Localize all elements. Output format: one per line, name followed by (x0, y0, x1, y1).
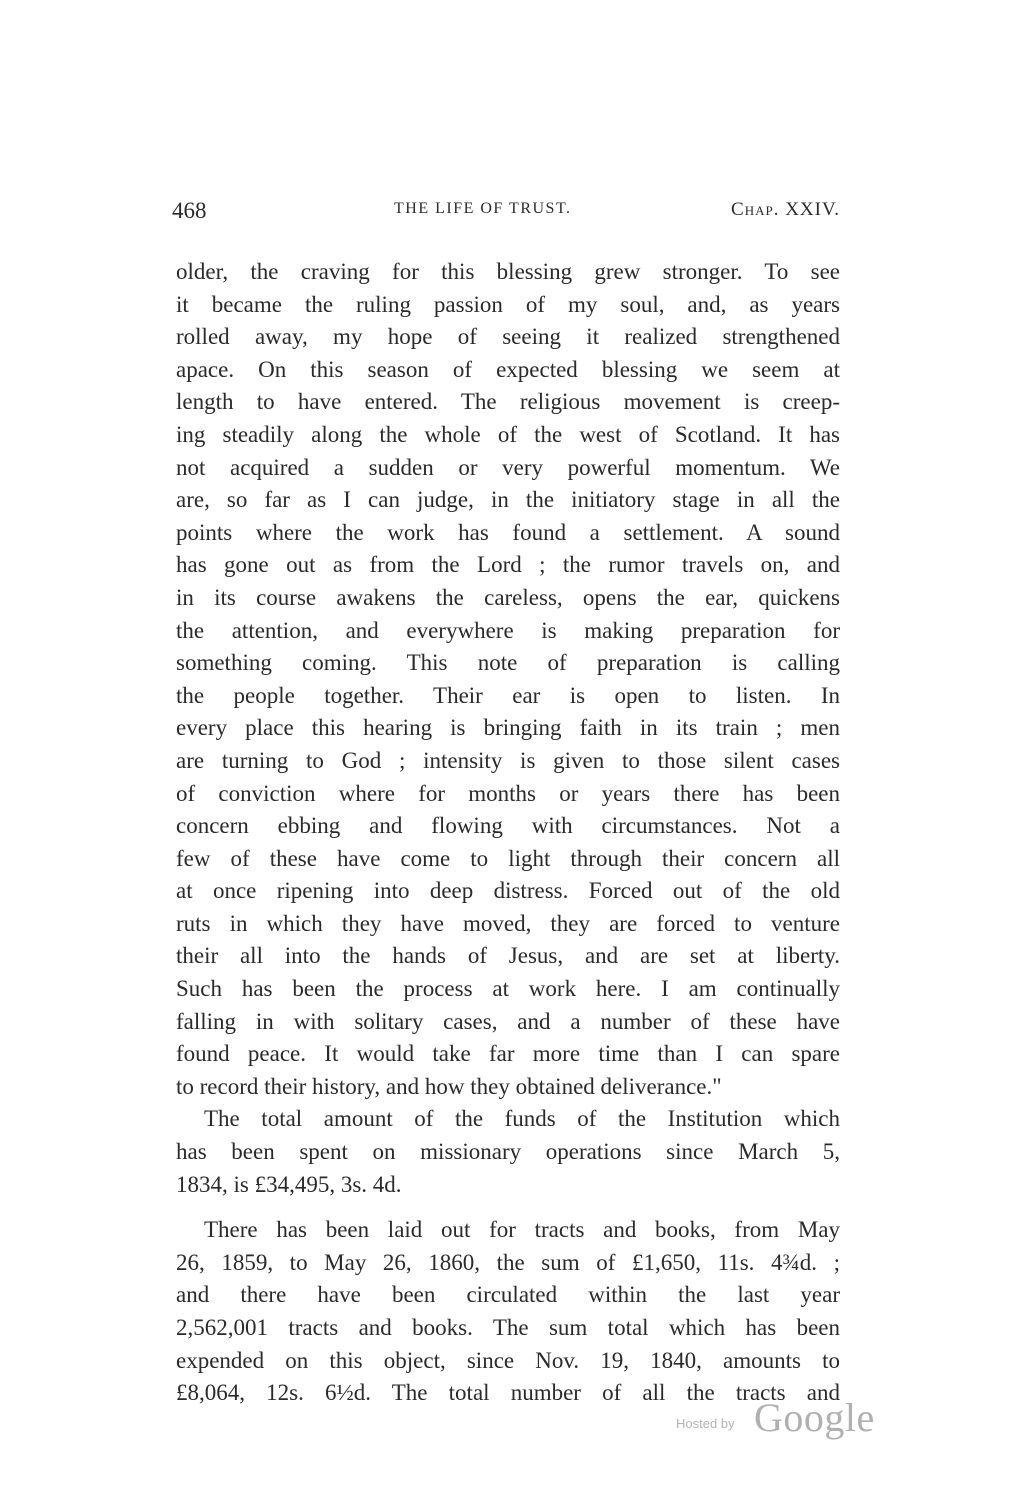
text-line: to record their history, and how they obtained deliverance." (176, 1073, 722, 1099)
text-line: not acquired a sudden or very powerful momentum. We (176, 454, 840, 480)
text-line: points where the work has found a settlement. A sound (176, 519, 840, 545)
text-line: every place this hearing is bringing faith in its train ; men (176, 715, 840, 741)
text-line: at once ripening into deep distress. Forced out of the old (176, 878, 840, 904)
text-line: apace. On this season of expected blessing we seem at (176, 356, 840, 382)
text-line: the attention, and everywhere is making preparation for (176, 617, 840, 643)
text-line: expended on this object, since Nov. 19, 1840, amounts to (176, 1347, 840, 1373)
google-logo: Google (754, 1395, 875, 1440)
text-line: has been spent on missionary operations since March 5, (176, 1139, 840, 1165)
text-line: it became the ruling passion of my soul, and, as years (176, 291, 840, 317)
paragraph-quote-continuation (176, 256, 840, 1103)
text-line: has gone out as from the Lord ; the rumor travels on, and (176, 552, 840, 578)
text-line: There has been laid out for tracts and books, from May (204, 1217, 840, 1243)
text-line: £8,064, 12s. 6½d. The total number of all the tracts and (176, 1380, 840, 1406)
text-line: length to have entered. The religious movement is creep- (176, 389, 840, 415)
text-line: in its course awakens the careless, opens the ear, quickens (176, 584, 840, 610)
text-line: of conviction where for months or years there has been (176, 780, 840, 806)
text-line: The total amount of the funds of the Institution which (204, 1106, 840, 1132)
text-line: the people together. Their ear is open to listen. In (176, 682, 840, 708)
text-line: 1834, is £34,495, 3s. 4d. (176, 1171, 402, 1197)
paragraph-tracts (176, 1214, 840, 1410)
page-number: 468 (172, 198, 207, 223)
text-line: are, so far as I can judge, in the initiatory stage in all the (176, 487, 840, 513)
paragraph-gap (176, 1201, 840, 1214)
text-line: are turning to God ; intensity is given to those silent cases (176, 747, 840, 773)
text-line: ruts in which they have moved, they are forced to venture (176, 910, 840, 936)
chapter-heading: Chap. XXIV. (731, 199, 840, 220)
body-text (176, 256, 840, 1410)
text-line: ing steadily along the whole of the west of Scotland. It has (176, 421, 840, 447)
paragraph-funds (176, 1103, 840, 1201)
hosted-by-label: Hosted by (676, 1416, 735, 1431)
text-line: Such has been the process at work here. I am continually (176, 976, 840, 1002)
text-line: something coming. This note of preparation is calling (176, 650, 840, 676)
text-line: 26, 1859, to May 26, 1860, the sum of £1,650, 11s. 4¾d. ; (176, 1249, 840, 1275)
running-head (172, 198, 840, 230)
text-line: falling in with solitary cases, and a number of these have (176, 1008, 840, 1034)
text-line: few of these have come to light through their concern all (176, 845, 840, 871)
text-line: older, the craving for this blessing grew stronger. To see (176, 259, 840, 284)
text-line: concern ebbing and flowing with circumstances. Not a (176, 813, 840, 839)
text-line: found peace. It would take far more time than I can spare (176, 1041, 840, 1067)
text-line: 2,562,001 tracts and books. The sum total which has been (176, 1315, 840, 1340)
text-line: their all into the hands of Jesus, and are set at liberty. (176, 943, 840, 969)
text-line: rolled away, my hope of seeing it realized strengthened (176, 324, 840, 350)
book-title: THE LIFE OF TRUST. (394, 200, 572, 217)
text-line: and there have been circulated within the last year (176, 1282, 840, 1308)
